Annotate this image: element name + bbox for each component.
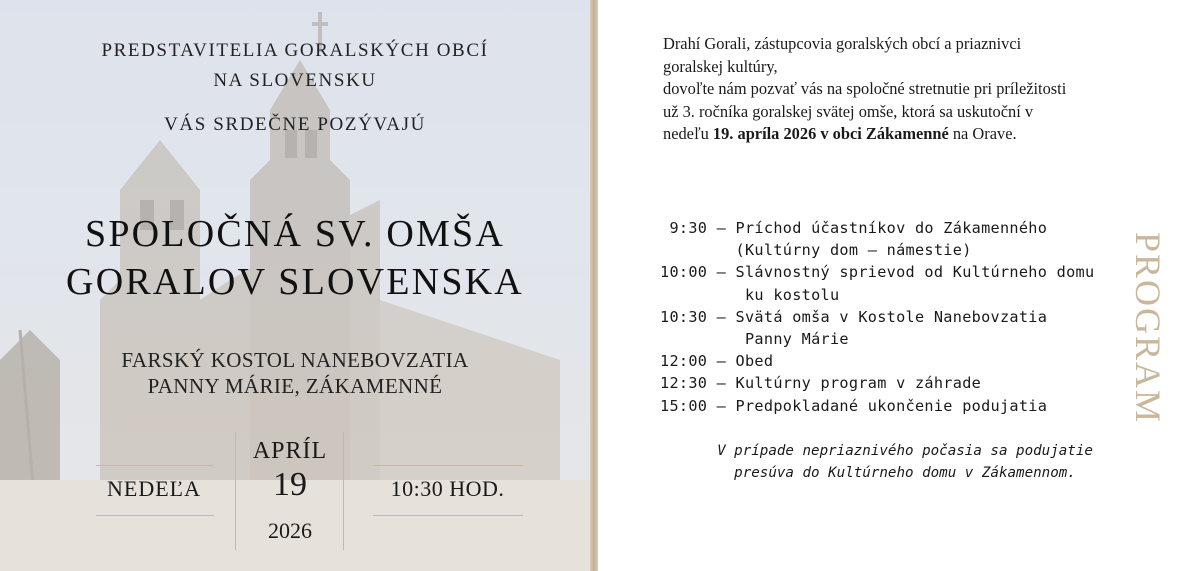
church-location xyxy=(0,347,590,399)
letter-line-3: dovoľte nám pozvať vás na spoločné stretnutie pri príležitosti xyxy=(663,79,1067,98)
time-bottom-rule xyxy=(373,515,523,516)
weekday-top-rule xyxy=(96,465,214,466)
letter-line-5-end: na Orave. xyxy=(948,124,1017,143)
day-number: 19 xyxy=(273,466,307,503)
program-row: 10:00 – Slávnostný sprievod od Kultúrneho domu xyxy=(660,263,1095,282)
weather-note xyxy=(660,440,1150,484)
letter-line-1: Drahí Gorali, zástupcovia goralských obcí a priaznivci xyxy=(663,34,1022,53)
event-title xyxy=(0,210,590,306)
program-row: 12:00 – Obed xyxy=(660,352,774,371)
letter-line-5 xyxy=(663,123,1163,146)
time-label: 10:30 HOD. xyxy=(390,476,505,501)
event-title-line-1: SPOLOČNÁ SV. OMŠA xyxy=(85,213,505,255)
weather-note-line-2: presúva do Kultúrneho domu v Zákamennom. xyxy=(734,465,1076,481)
date-block xyxy=(90,432,530,550)
invite-line: VÁS SRDEČNE POZÝVAJÚ xyxy=(164,114,426,135)
program-row: 12:30 – Kultúrny program v záhrade xyxy=(660,374,982,393)
inviters-line-1: PREDSTAVITELIA GORALSKÝCH OBCÍ xyxy=(101,40,489,61)
church-location-line-1: FARSKÝ KOSTOL NANEBOVZATIA xyxy=(121,348,469,372)
letter-line-5-start: nedeľu xyxy=(663,124,713,143)
letter-line-4: už 3. ročníka goralskej svätej omše, ktorá sa uskutoční v xyxy=(663,101,1034,121)
center-divider xyxy=(590,0,598,571)
event-title-line-2: GORALOV SLOVENSKA xyxy=(66,261,524,303)
invitation-left-panel xyxy=(0,0,590,571)
letter-date-place: 19. apríla 2026 v obci Zákamenné xyxy=(712,124,949,143)
month-label: APRÍL xyxy=(252,438,328,464)
program-side-label: PROGRAM xyxy=(1128,231,1168,425)
time-top-rule xyxy=(373,465,523,466)
program-row: Panny Márie xyxy=(660,330,849,349)
year-label: 2026 xyxy=(268,518,312,543)
program-row: 9:30 – Príchod účastníkov do Zákamenného xyxy=(660,219,1048,237)
program-schedule xyxy=(660,217,1150,417)
invitation-letter xyxy=(663,33,1163,146)
inviters-heading xyxy=(0,36,590,96)
program-row: 15:00 – Predpokladané ukončenie podujatia xyxy=(660,396,1048,415)
letter-line-2: goralskej kultúry, xyxy=(663,56,778,76)
program-row: (Kultúrny dom – námestie) xyxy=(660,241,972,260)
weather-note-line-1: V prípade nepriaznivého počasia sa podujatie xyxy=(717,443,1093,459)
church-location-line-2: PANNY MÁRIE, ZÁKAMENNÉ xyxy=(147,374,443,398)
weekday-label: NEDEĽA xyxy=(107,476,201,501)
program-row: 10:30 – Svätá omša v Kostole Nanebovzatia xyxy=(660,307,1048,326)
program-row: ku kostolu xyxy=(660,285,840,304)
weekday-bottom-rule xyxy=(96,515,214,516)
inviters-line-2: NA SLOVENSKU xyxy=(213,70,377,91)
